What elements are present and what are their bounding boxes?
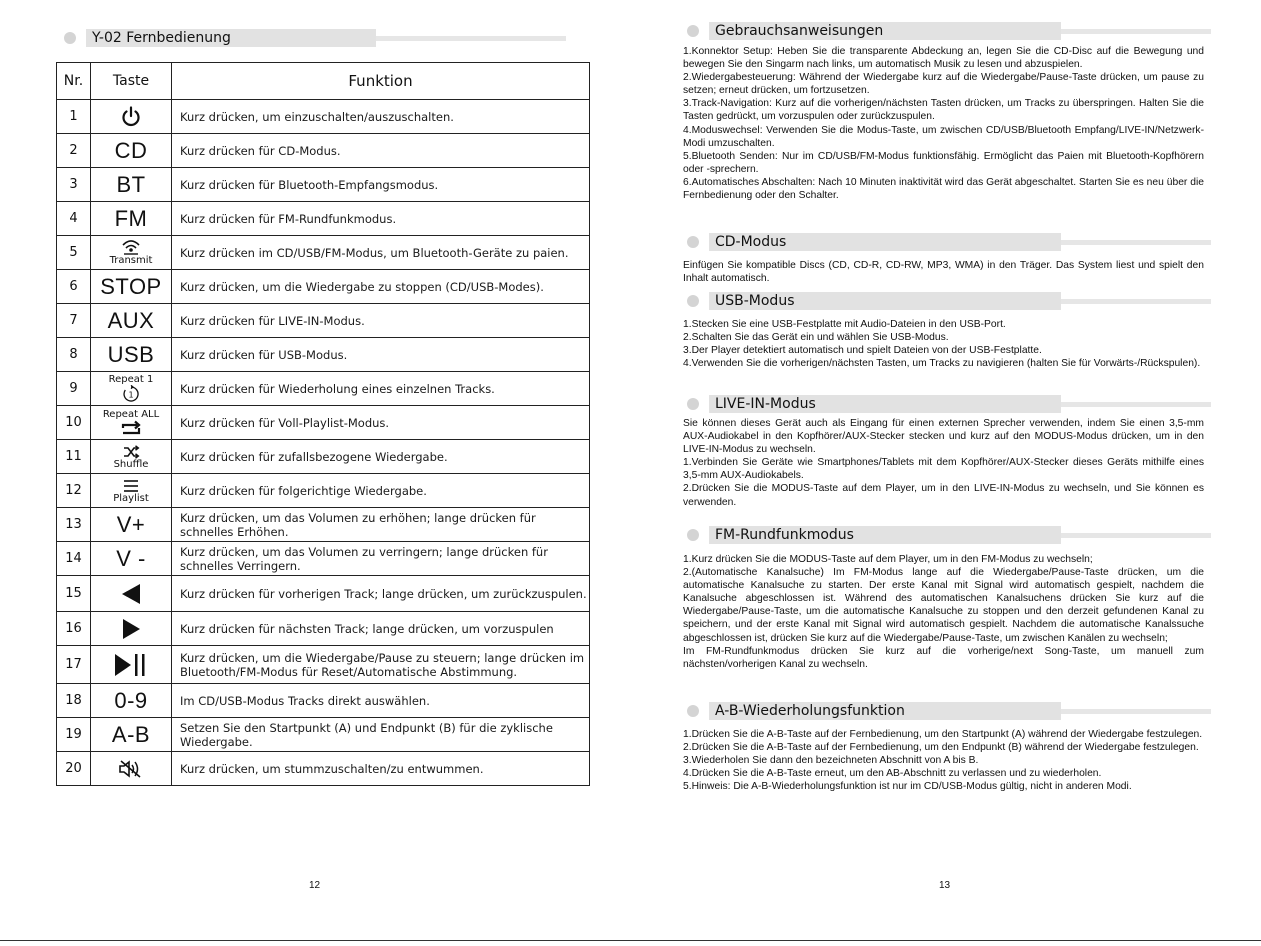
key-cell — [91, 168, 172, 202]
function-description: Kurz drücken, um einzuschalten/auszuschalten. — [172, 100, 590, 134]
row-number: 11 — [57, 440, 91, 474]
key-caption: Repeat ALL — [102, 408, 160, 420]
paragraph: Im FM-Rundfunkmodus drücken Sie kurz auf die vorherige/next Song-Taste, um manuell zum nächsten/vorherigen Kanal zu wechseln. — [683, 645, 1204, 670]
table-row — [57, 100, 590, 134]
key-cell — [91, 440, 172, 474]
function-description: Kurz drücken für nächsten Track; lange drücken, um vorzuspulen — [172, 612, 590, 646]
section-header — [687, 702, 1211, 720]
row-number: 15 — [57, 576, 91, 612]
column-header-nr: Nr. — [57, 63, 91, 100]
table-row — [57, 372, 590, 406]
play-pause-icon — [91, 652, 171, 678]
row-number: 12 — [57, 474, 91, 508]
remote-function-table — [56, 62, 590, 786]
bullet-dot — [687, 295, 699, 307]
row-number: 8 — [57, 338, 91, 372]
key-cell — [91, 508, 172, 542]
section-body — [683, 45, 1204, 202]
section-rule — [1061, 709, 1211, 714]
bullet-dot — [64, 32, 76, 44]
section-body — [683, 728, 1204, 793]
function-description: Kurz drücken für vorherigen Track; lange drücken, um zurückzuspulen. — [172, 576, 590, 612]
right-page — [630, 0, 1261, 946]
function-description: Kurz drücken für CD-Modus. — [172, 134, 590, 168]
section-title: Gebrauchsanweisungen — [709, 22, 1061, 40]
function-description: Setzen Sie den Startpunkt (A) und Endpunkt (B) für die zyklische Wiedergabe. — [172, 718, 590, 752]
section-header — [687, 526, 1211, 544]
table-row — [57, 236, 590, 270]
section-body — [683, 417, 1204, 509]
bullet-dot — [687, 398, 699, 410]
left-page — [0, 0, 630, 946]
transmit-icon — [91, 239, 171, 256]
section-header-remote — [64, 29, 566, 47]
row-number: 5 — [57, 236, 91, 270]
table-row — [57, 718, 590, 752]
key-cell — [91, 474, 172, 508]
key-label: V+ — [116, 511, 146, 537]
key-label: USB — [107, 341, 155, 367]
section-header — [687, 395, 1211, 413]
row-number: 17 — [57, 646, 91, 684]
paragraph: 5.Bluetooth Senden: Nur im CD/USB/FM-Modus funktionsfähig. Ermöglicht das Paien mit Bluetooth-Kopfhörern oder -sprechern. — [683, 150, 1204, 175]
paragraph: 3.Der Player detektiert automatisch und spielt Dateien von der USB-Festplatte. — [683, 345, 1042, 357]
function-description: Kurz drücken für Bluetooth-Empfangsmodus. — [172, 168, 590, 202]
table-row — [57, 134, 590, 168]
paragraph: 3.Track-Navigation: Kurz auf die vorherigen/nächsten Tasten drücken, um Tracks zu überspringen. Halten Sie die Tasten gedrückt, um vorzuspulen oder zurückzuspulen. — [683, 98, 1204, 123]
bullet-dot — [687, 236, 699, 248]
table-row — [57, 338, 590, 372]
table-row — [57, 406, 590, 440]
row-number: 3 — [57, 168, 91, 202]
row-number: 2 — [57, 134, 91, 168]
key-label: V - — [116, 545, 146, 571]
key-caption: Playlist — [113, 493, 149, 504]
key-label: 0-9 — [114, 687, 148, 713]
row-number: 1 — [57, 100, 91, 134]
key-cell — [91, 684, 172, 718]
column-header-function: Funktion — [172, 63, 590, 100]
paragraph: 2.Wiedergabesteuerung: Während der Wiedergabe kurz auf die Wiedergabe/Pause-Taste drücken, um pause zu setzen; erneut drücken, um fortzusetzen. — [683, 72, 1204, 97]
table-row — [57, 202, 590, 236]
table-row — [57, 612, 590, 646]
section-title: Y-02 Fernbedienung — [86, 29, 376, 47]
key-cell — [91, 718, 172, 752]
key-label: STOP — [100, 273, 162, 299]
paragraph: 4.Moduswechsel: Verwenden Sie die Modus-Taste, um zwischen CD/USB/Bluetooth Empfang/LIVE-IN/Netzwerk-Modi umzuschalten. — [683, 124, 1204, 149]
key-cell — [91, 576, 172, 612]
key-label: BT — [116, 171, 146, 197]
key-label: AUX — [107, 307, 155, 333]
table-row — [57, 304, 590, 338]
section-rule — [1061, 402, 1211, 407]
playlist-icon — [91, 477, 171, 493]
function-description: Kurz drücken, um die Wiedergabe zu stoppen (CD/USB-Modes). — [172, 270, 590, 304]
paragraph: 5.Hinweis: Die A-B-Wiederholungsfunktion ist nur im CD/USB-Modus gültig, nicht in anderen Modi. — [683, 781, 1132, 793]
section-title: FM-Rundfunkmodus — [709, 526, 1061, 544]
row-number: 13 — [57, 508, 91, 542]
key-cell — [91, 406, 172, 440]
function-description: Kurz drücken, um das Volumen zu verringern; lange drücken für schnelles Verringern. — [172, 542, 590, 576]
key-label: CD — [114, 137, 148, 163]
key-cell — [91, 236, 172, 270]
key-caption: Repeat 1 — [108, 374, 154, 385]
function-description: Kurz drücken, um die Wiedergabe/Pause zu steuern; lange drücken im Bluetooth/FM-Modus für Reset/Automatische Abstimmung. — [172, 646, 590, 684]
function-description: Kurz drücken für USB-Modus. — [172, 338, 590, 372]
section-rule — [1061, 299, 1211, 304]
table-row — [57, 270, 590, 304]
paragraph: 2.Drücken Sie die A-B-Taste auf der Fernbedienung, um den Endpunkt (B) während der Wiedergabe festzulegen. — [683, 742, 1199, 754]
section-rule — [1061, 533, 1211, 538]
section-title: A-B-Wiederholungsfunktion — [709, 702, 1061, 720]
bullet-dot — [687, 25, 699, 37]
section-body — [683, 259, 1204, 285]
paragraph: 6.Automatisches Abschalten: Nach 10 Minuten inaktivität wird das Gerät abgeschaltet. Starten Sie es neu über die Fernbedienung oder den Schalter. — [683, 176, 1204, 202]
section-rule — [1061, 29, 1211, 34]
repeat-all-icon — [91, 420, 171, 437]
paragraph: 1.Verbinden Sie Geräte wie Smartphones/Tablets mit dem Kopfhörer/AUX-Stecker dieses Geräts mithilfe eines 3,5-mm AUX-Audiokabels. — [683, 457, 1204, 482]
section-header — [687, 292, 1211, 310]
key-cell — [91, 100, 172, 134]
bullet-dot — [687, 529, 699, 541]
table-row — [57, 684, 590, 718]
function-description: Kurz drücken, um das Volumen zu erhöhen; lange drücken für schnelles Erhöhen. — [172, 508, 590, 542]
key-cell — [91, 338, 172, 372]
section-title: LIVE-IN-Modus — [709, 395, 1061, 413]
paragraph: 2.Schalten Sie das Gerät ein und wählen Sie USB-Modus. — [683, 332, 949, 344]
paragraph: 1.Konnektor Setup: Heben Sie die transparente Abdeckung an, legen Sie die CD-Disc auf die Bewegung und bewegen Sie den Singarm nach links, um automatisch Musik zu lesen und abzuspielen. — [683, 46, 1204, 71]
power-icon — [91, 105, 171, 129]
bottom-border — [0, 940, 1261, 941]
row-number: 19 — [57, 718, 91, 752]
paragraph: 2.(Automatische Kanalsuche) Im FM-Modus lange auf die Wiedergabe/Pause-Taste drücken, um die automatische Kanalsuche zu starten. Der erste Kanal mit Signal wird automatisch gespielt, nachdem die Kanalsuche abgeschlossen ist. Während des automatischen Kanalsuchens drücken Sie kurz auf die Wiedergabe/Pause-Taste, um die automatische Kanalsuche zu stoppen und den derzeit gefundenen Kanal zu speichern, und der erste Kanal mit Signal wird automatisch gespielt. Nachdem die automatische Kanalssuche abgeschlossen ist, drücken Sie kurz auf die Wiedergabe/Pause-Taste, um zwischen Kanälen zu wechseln; — [683, 567, 1204, 644]
table-row — [57, 508, 590, 542]
function-description: Kurz drücken für LIVE-IN-Modus. — [172, 304, 590, 338]
paragraph: Einfügen Sie kompatible Discs (CD, CD-R, CD-RW, MP3, WMA) in den Träger. Das System liest und spielt den Inhalt automatisch. — [683, 260, 1204, 285]
function-description: Kurz drücken für FM-Rundfunkmodus. — [172, 202, 590, 236]
bullet-dot — [687, 705, 699, 717]
key-cell — [91, 646, 172, 684]
paragraph: 1.Kurz drücken Sie die MODUS-Taste auf dem Player, um in den FM-Modus zu wechseln; — [683, 554, 1093, 565]
table-row — [57, 646, 590, 684]
row-number: 9 — [57, 372, 91, 406]
function-description: Kurz drücken für folgerichtige Wiedergabe. — [172, 474, 590, 508]
paragraph: 2.Drücken Sie die MODUS-Taste auf dem Player, um in den LIVE-IN-Modus zu wechseln, und Sie können es verwenden. — [683, 483, 1204, 508]
section-body — [683, 553, 1204, 671]
next-icon — [91, 618, 171, 640]
page-number: 13 — [939, 880, 951, 891]
key-cell — [91, 372, 172, 406]
table-row — [57, 576, 590, 612]
row-number: 10 — [57, 406, 91, 440]
function-description: Kurz drücken im CD/USB/FM-Modus, um Bluetooth-Geräte zu paien. — [172, 236, 590, 270]
table-row — [57, 440, 590, 474]
section-header — [687, 22, 1211, 40]
key-cell — [91, 202, 172, 236]
column-header-key: Taste — [91, 63, 172, 100]
section-title: USB-Modus — [709, 292, 1061, 310]
paragraph: 1.Drücken Sie die A-B-Taste auf der Fernbedienung, um den Startpunkt (A) während der Wiedergabe festzulegen. — [683, 729, 1203, 740]
function-description: Im CD/USB-Modus Tracks direkt auswählen. — [172, 684, 590, 718]
row-number: 6 — [57, 270, 91, 304]
key-cell — [91, 612, 172, 646]
key-cell — [91, 752, 172, 786]
row-number: 4 — [57, 202, 91, 236]
previous-icon — [91, 583, 171, 605]
repeat-one-icon — [91, 385, 171, 403]
table-row — [57, 474, 590, 508]
section-body — [683, 318, 1204, 370]
row-number: 20 — [57, 752, 91, 786]
table-header-row — [57, 63, 590, 100]
page-number: 12 — [309, 880, 321, 891]
key-caption: Shuffle — [113, 459, 149, 470]
key-label: A-B — [111, 721, 151, 747]
function-description: Kurz drücken für Wiederholung eines einzelnen Tracks. — [172, 372, 590, 406]
table-row — [57, 542, 590, 576]
section-header — [687, 233, 1211, 251]
mute-icon — [91, 759, 171, 779]
section-rule — [1061, 240, 1211, 245]
key-cell — [91, 270, 172, 304]
paragraph: 1.Stecken Sie eine USB-Festplatte mit Audio-Dateien in den USB-Port. — [683, 319, 1006, 330]
function-description: Kurz drücken, um stummzuschalten/zu entwummen. — [172, 752, 590, 786]
paragraph: Sie können dieses Gerät auch als Eingang für einen externen Sprecher verwenden, indem Sie einen 3,5-mm AUX-Audiokabel in den Kopfhörer/AUX-Stecker stecken und kurz auf den MODUS-Modus drücken, um in den LIVE-IN-Modus zu wechseln. — [683, 418, 1204, 456]
table-row — [57, 168, 590, 202]
key-caption: Transmit — [109, 255, 153, 267]
svg-text:1: 1 — [128, 390, 134, 400]
table-row — [57, 752, 590, 786]
row-number: 16 — [57, 612, 91, 646]
paragraph: 3.Wiederholen Sie dann den bezeichneten Abschnitt von A bis B. — [683, 755, 979, 767]
row-number: 18 — [57, 684, 91, 718]
key-label: FM — [114, 205, 148, 231]
section-rule — [376, 36, 566, 41]
paragraph: 4.Drücken Sie die A-B-Taste erneut, um den AB-Abschnitt zu verlassen und zu wiederholen. — [683, 768, 1102, 780]
key-cell — [91, 134, 172, 168]
key-cell — [91, 542, 172, 576]
function-description: Kurz drücken für Voll-Playlist-Modus. — [172, 406, 590, 440]
row-number: 14 — [57, 542, 91, 576]
row-number: 7 — [57, 304, 91, 338]
section-title: CD-Modus — [709, 233, 1061, 251]
paragraph: 4.Verwenden Sie die vorherigen/nächsten Tasten, um Tracks zu navigieren (halten Sie für Vorwärts-/Rückspulen). — [683, 358, 1201, 370]
shuffle-icon — [91, 443, 171, 459]
function-description: Kurz drücken für zufallsbezogene Wiedergabe. — [172, 440, 590, 474]
key-cell — [91, 304, 172, 338]
